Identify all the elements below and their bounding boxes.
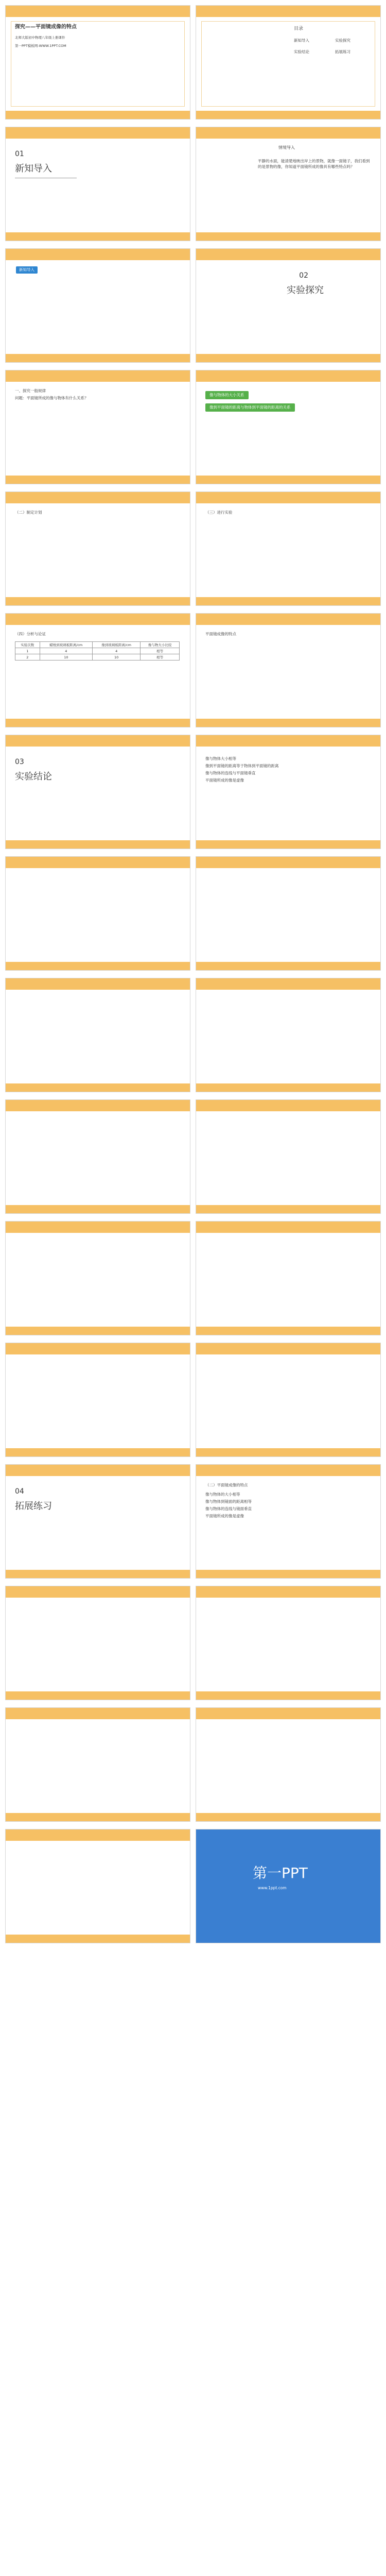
table-cell: 1 <box>15 648 40 654</box>
bottom-bar <box>6 597 190 605</box>
bottom-bar <box>6 354 190 362</box>
slide-placeholder[interactable] <box>196 1343 381 1457</box>
practice-item: 平面镜所成的像是虚像 <box>205 1514 244 1518</box>
bottom-bar <box>6 1448 190 1456</box>
bottom-bar <box>6 840 190 849</box>
conclusion-item: 平面镜所成的像是虚像 <box>205 778 244 783</box>
table-row <box>15 654 180 660</box>
btn-size-relation[interactable]: 像与物体的大小关系 <box>205 391 249 399</box>
top-bar <box>196 735 380 747</box>
slide-placeholder[interactable] <box>5 856 190 971</box>
table-head-row <box>15 642 180 648</box>
section-number: 03 <box>15 758 24 766</box>
intro-slide[interactable] <box>196 127 381 241</box>
bottom-bar <box>196 1570 380 1578</box>
section-title: 新知导入 <box>15 163 52 174</box>
top-bar <box>196 1343 380 1354</box>
section-number: 01 <box>15 150 24 158</box>
bottom-bar <box>196 476 380 484</box>
top-bar <box>6 492 190 503</box>
bottom-bar <box>6 476 190 484</box>
top-bar <box>196 1100 380 1111</box>
slide-placeholder[interactable] <box>196 856 381 971</box>
intro-label: 情境导入 <box>278 145 295 150</box>
data-table <box>15 641 180 660</box>
bottom-bar <box>196 719 380 727</box>
bottom-bar <box>196 840 380 849</box>
conclusion-slide[interactable] <box>196 735 381 849</box>
top-bar <box>6 1465 190 1476</box>
btn-distance-relation[interactable]: 像到平面镜的距离与物体到平面镜的距离的关系 <box>205 403 295 412</box>
bottom-bar <box>6 111 190 119</box>
slide-placeholder[interactable] <box>196 1221 381 1335</box>
top-bar <box>6 1100 190 1111</box>
section-title: 实验探究 <box>287 285 324 296</box>
cover-slide[interactable] <box>5 5 190 120</box>
bottom-bar <box>6 962 190 970</box>
practice-item: 像与物体的大小相等 <box>205 1492 240 1497</box>
top-bar <box>6 1222 190 1233</box>
slide-placeholder[interactable] <box>5 1099 190 1214</box>
cover-subtitle: 北师大版初中物理八年级上册课件 <box>15 36 65 40</box>
top-bar <box>196 1222 380 1233</box>
bottom-bar <box>6 1083 190 1092</box>
top-bar <box>196 249 380 260</box>
conclusion-preview-slide[interactable] <box>196 613 381 727</box>
table-cell: 相等 <box>141 648 180 654</box>
section-title: 实验结论 <box>15 771 52 782</box>
toc-item-3[interactable]: 实验结论 <box>294 49 309 54</box>
slide-grid <box>5 5 381 1943</box>
slide-placeholder[interactable] <box>196 978 381 1092</box>
bottom-bar <box>6 1205 190 1213</box>
cover-brand: 第一PPT模板网-WWW.1PPT.COM <box>15 44 66 48</box>
section-number: 02 <box>299 272 308 280</box>
bottom-bar <box>196 232 380 241</box>
top-bar <box>6 1343 190 1354</box>
top-bar <box>196 370 380 382</box>
top-bar <box>6 978 190 990</box>
cover-title: 探究——平面镜成像的特点 <box>15 24 77 30</box>
bottom-bar <box>196 597 380 605</box>
intro-text: 平静的水面，能清楚地映出岸上的景物，就像一面镜子，我们看到的是景物的像，你知道平面镜所成的像具有哪些特点吗？ <box>258 159 370 169</box>
toc-label: 目录 <box>294 26 304 31</box>
bottom-bar <box>196 1083 380 1092</box>
toc-item-4[interactable]: 拓展练习 <box>335 49 350 54</box>
top-bar <box>196 614 380 625</box>
s4-heading: （四）分析与论证 <box>15 632 46 636</box>
top-bar <box>196 127 380 139</box>
bottom-bar <box>196 1205 380 1213</box>
bottom-bar <box>6 1935 190 1943</box>
table-head: 像到玻璃板距离/cm <box>93 642 141 648</box>
top-bar <box>196 1465 380 1476</box>
conclusion-item: 像到平面镜的距离等于物体到平面镜的距离 <box>205 764 279 768</box>
slide-placeholder[interactable] <box>5 1221 190 1335</box>
slide-placeholder[interactable] <box>196 1707 381 1822</box>
explore-q1-slide[interactable] <box>5 370 190 484</box>
toc-slide[interactable] <box>196 5 381 120</box>
table-head: 像与物大小比较 <box>141 642 180 648</box>
top-bar <box>6 1586 190 1598</box>
bottom-bar <box>196 1691 380 1700</box>
brand-slide[interactable] <box>196 1829 381 1943</box>
bottom-bar <box>196 111 380 119</box>
top-bar <box>6 614 190 625</box>
final-slide[interactable] <box>5 1829 190 1943</box>
toc-item-1[interactable]: 新知导入 <box>294 38 309 43</box>
top-bar <box>196 1708 380 1719</box>
slide-placeholder[interactable] <box>5 1707 190 1822</box>
top-bar <box>6 249 190 260</box>
top-bar <box>196 857 380 868</box>
s3-heading: （三）进行实验 <box>205 510 233 515</box>
toc-item-2[interactable]: 实验探究 <box>335 38 350 43</box>
slide-placeholder[interactable] <box>5 978 190 1092</box>
table-cell: 4 <box>40 648 93 654</box>
section-01-slide[interactable] <box>5 127 190 241</box>
section-02-slide[interactable] <box>196 248 381 363</box>
section-04-slide[interactable] <box>5 1464 190 1579</box>
practice-item: 像与物体的连线与镜面垂直 <box>205 1506 252 1511</box>
q1-heading: 一、探究一般规律 <box>15 388 46 393</box>
bottom-bar <box>6 1570 190 1578</box>
table-cell: 10 <box>40 654 93 660</box>
bottom-bar <box>6 1327 190 1335</box>
top-bar <box>196 6 380 17</box>
bottom-bar <box>196 1813 380 1821</box>
top-bar <box>6 857 190 868</box>
q1-text: 问题：平面镜所成的像与物体有什么关系？ <box>15 396 89 400</box>
brand-url: www.1ppt.com <box>258 1886 287 1890</box>
table-slide[interactable] <box>5 613 190 727</box>
practice-title: （二）平面镜成像的特点 <box>205 1483 248 1487</box>
top-bar <box>6 1829 190 1841</box>
practice-item: 像与物体到镜面的距离相等 <box>205 1499 252 1504</box>
bottom-bar <box>196 1327 380 1335</box>
table-cell: 10 <box>93 654 141 660</box>
s2-heading: （二）制定计划 <box>15 510 42 515</box>
table-row <box>15 648 180 654</box>
table-cell: 相等 <box>141 654 180 660</box>
slide-placeholder[interactable] <box>5 1586 190 1700</box>
top-bar <box>6 735 190 747</box>
bottom-bar <box>6 719 190 727</box>
section-title: 拓展练习 <box>15 1501 52 1512</box>
bottom-bar <box>196 962 380 970</box>
table-cell: 4 <box>93 648 141 654</box>
cover-frame <box>11 21 185 107</box>
conclusion-item: 像与物体的连线与平面镜垂直 <box>205 771 256 775</box>
slide-placeholder[interactable] <box>196 1099 381 1214</box>
slide-placeholder[interactable] <box>5 1343 190 1457</box>
top-bar <box>6 370 190 382</box>
explore-buttons-slide[interactable] <box>196 370 381 484</box>
bottom-bar <box>6 1691 190 1700</box>
table-head: 实验次数 <box>15 642 40 648</box>
top-bar <box>6 127 190 139</box>
top-bar <box>196 1586 380 1598</box>
section-number: 04 <box>15 1487 24 1496</box>
top-bar <box>6 1708 190 1719</box>
conclusion-item: 像与物体大小相等 <box>205 756 236 761</box>
top-bar <box>6 6 190 17</box>
conclusion-title: 平面镜成像的特点 <box>205 632 236 636</box>
table-head: 蜡烛到玻璃板距离/cm <box>40 642 93 648</box>
bottom-bar <box>196 354 380 362</box>
practice-slide[interactable] <box>196 1464 381 1579</box>
bottom-bar <box>6 232 190 241</box>
experiment-slide[interactable] <box>196 492 381 606</box>
toc-frame <box>201 21 375 107</box>
slide-placeholder[interactable] <box>196 1586 381 1700</box>
top-bar <box>196 492 380 503</box>
table-cell: 2 <box>15 654 40 660</box>
plan-slide[interactable] <box>5 492 190 606</box>
top-bar <box>196 978 380 990</box>
intro-question-slide[interactable] <box>5 248 190 363</box>
brand-logo: 第一PPT <box>253 1865 308 1882</box>
section-03-slide[interactable] <box>5 735 190 849</box>
bottom-bar <box>6 1813 190 1821</box>
bottom-bar <box>196 1448 380 1456</box>
intro-badge: 新知导入 <box>16 266 38 274</box>
